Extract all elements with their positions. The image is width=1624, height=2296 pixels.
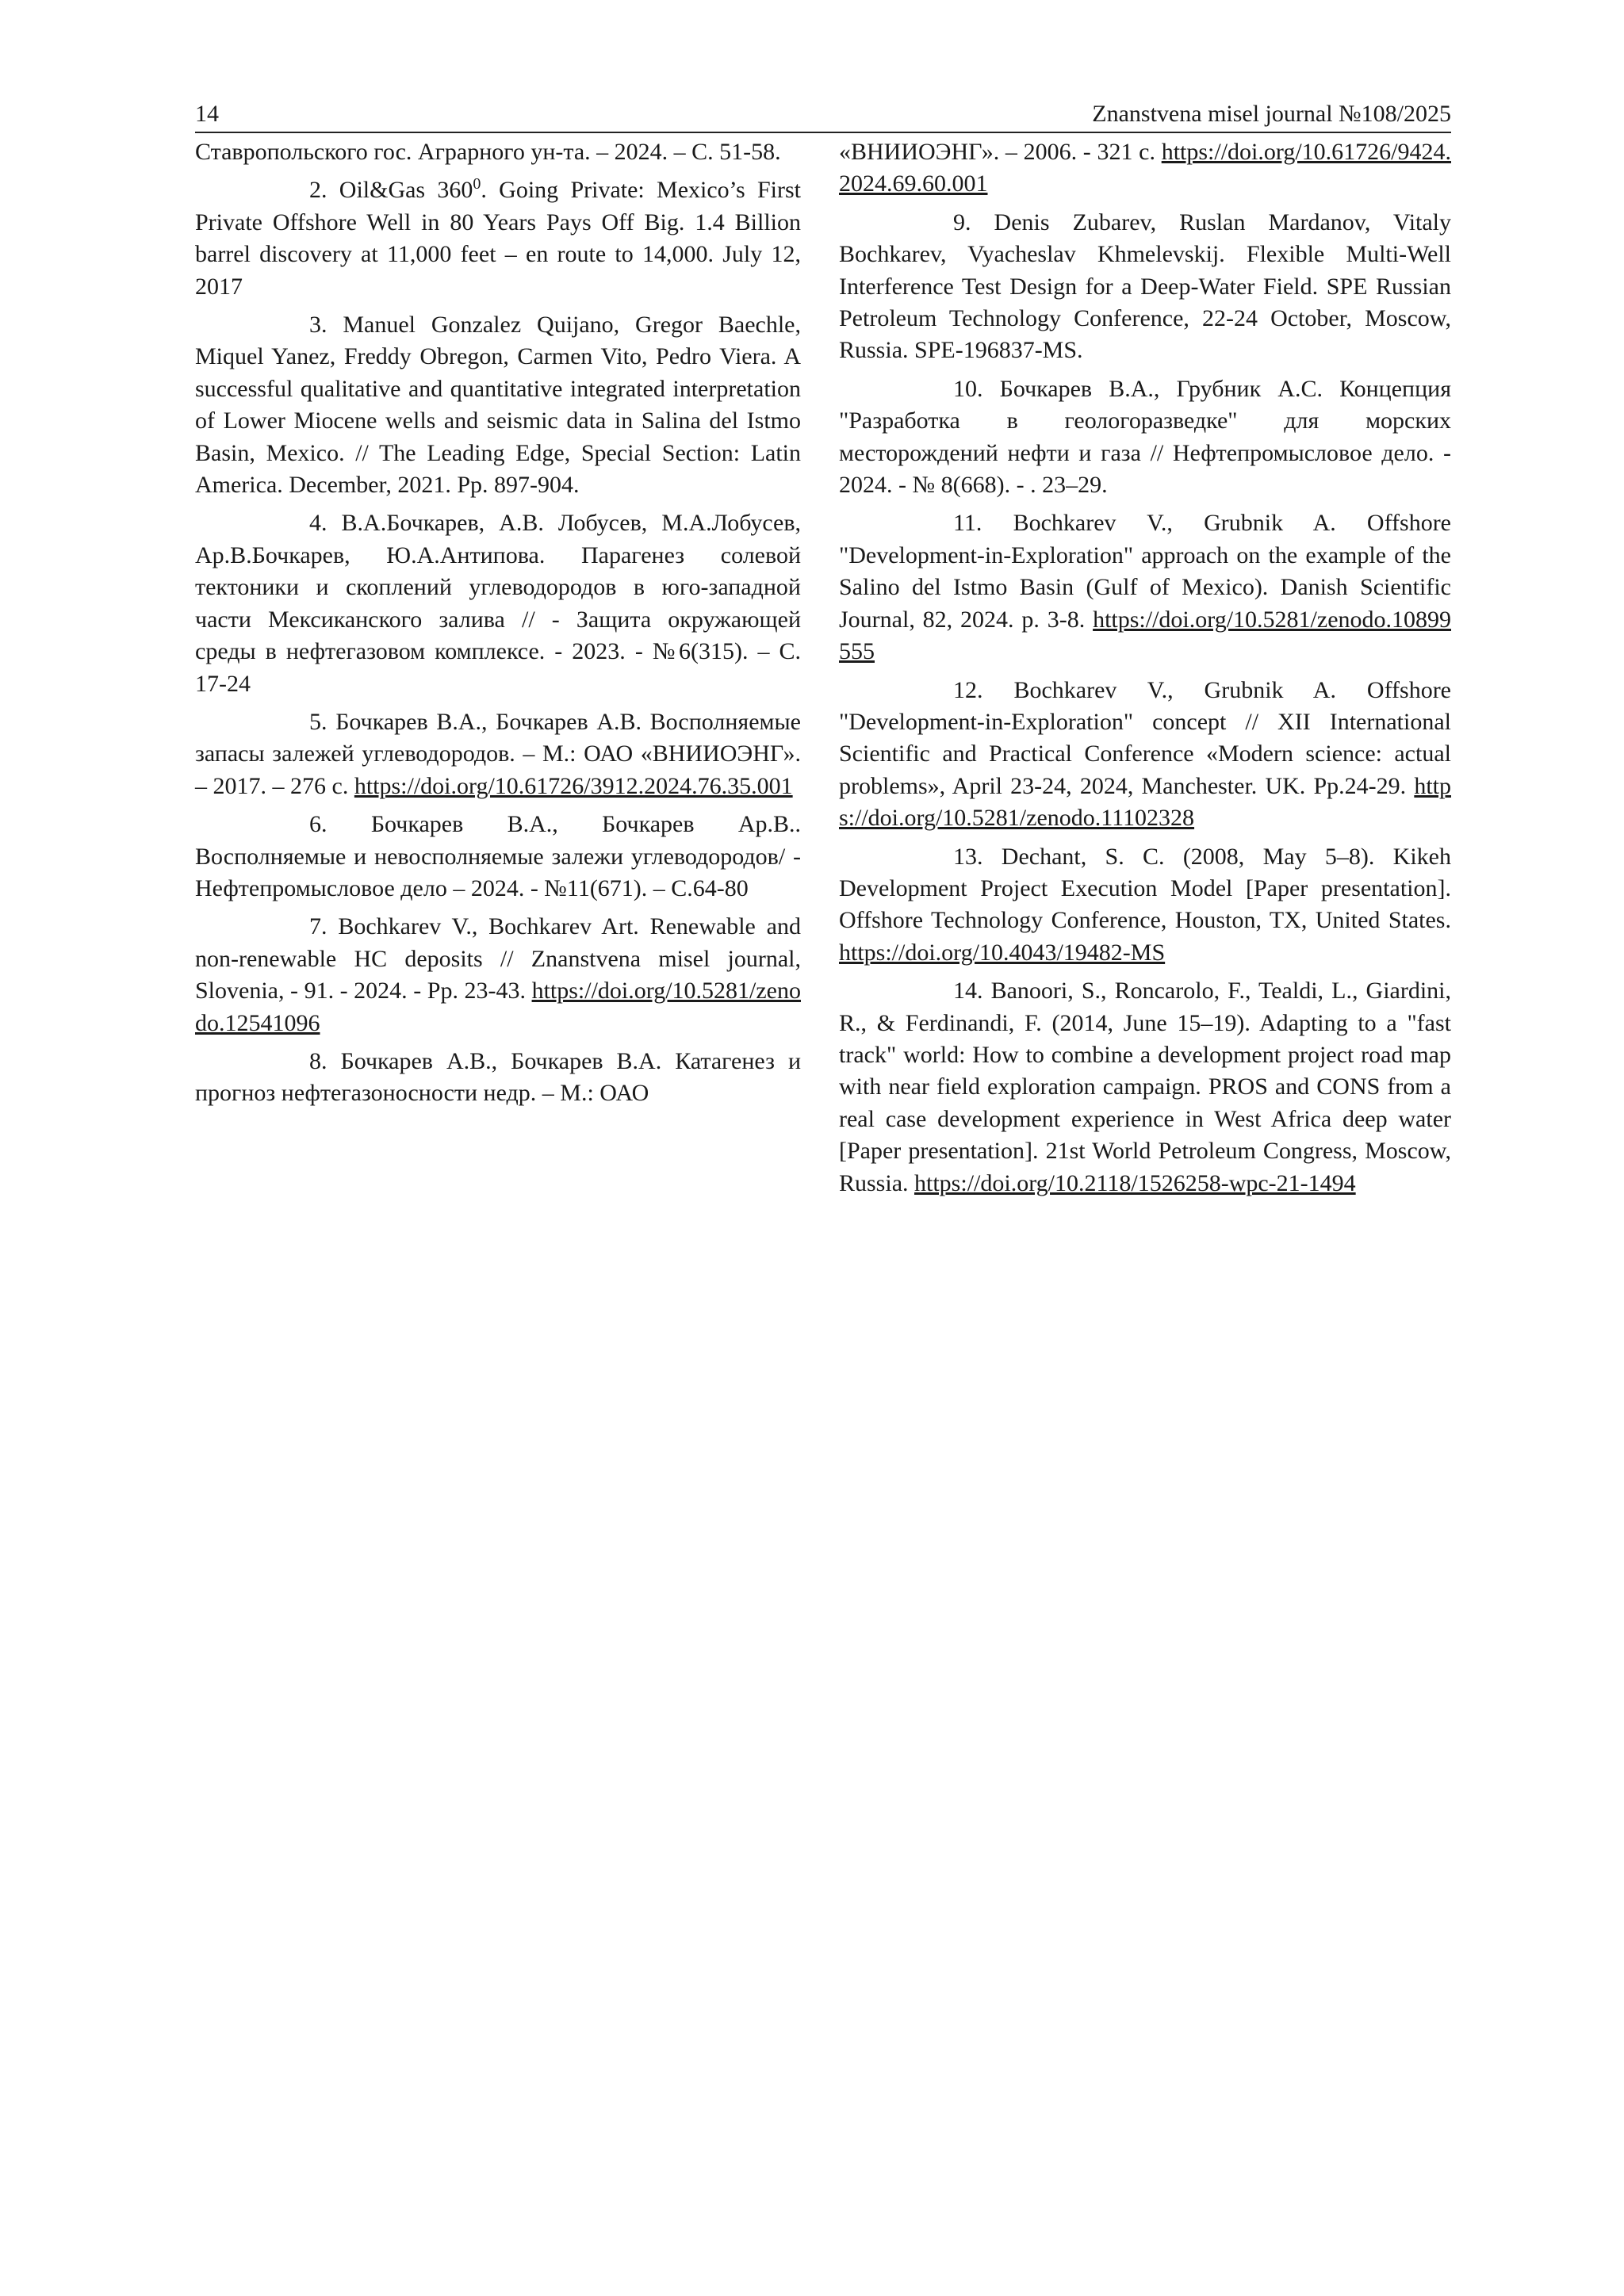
reference-continuation: Ставропольского гос. Аграрного ун-та. – 2024. – С. 51-58. [195,139,781,165]
page-number: 14 [195,101,219,127]
reference-item [195,1046,801,1110]
reference-text: Bochkarev V., Grubnik A. Offshore "Development-in-Exploration" approach on the example of the Salino del Istmo Basin (Gulf of Mexico). Danish Scientific Journal, 82, 2024. p. 3-8. [839,510,1451,633]
doi-link[interactable]: https://doi.org/10.61726/3912.2024.76.35.001 [354,772,793,799]
doi-link[interactable]: https://doi.org/10.4043/19482-MS [839,939,1166,966]
reference-number: 12. [953,676,983,703]
reference-text: Manuel Gonzalez Quijano, Gregor Baechle, Miquel Yanez, Freddy Obregon, Carmen Vito, Pedro Viera. A successful qualitative and quantitative integrated interpretation of Lower Miocene wells and seismic data in Salina del Istmo Basin, Mexico. // The Leading Edge, Special Section: Latin America. December, 2021. Pp. 897-904. [195,312,801,499]
reference-item [195,309,801,501]
reference-text: Dechant, S. C. (2008, May 5–8). Kikeh Development Project Execution Model [Paper presentation]. Offshore Technology Conference, Houston, TX, United States. [839,843,1451,934]
left-column [195,136,801,1116]
doi-link[interactable]: https://doi.org/10.5281/zenodo.12541096 [195,978,801,1036]
reference-text: Бочкарев В.А., Грубник А.С. Концепция "Разработка в геологоразведке" для морских месторождений нефти и газа // Нефтепромысловое дело. - 2024. - № 8(668). - . 23–29. [839,375,1451,499]
reference-text: Denis Zubarev, Ruslan Mardanov, Vitaly Bochkarev, Vyacheslav Khmelevskij. Flexible Multi-Well Interference Test Design for a Deep-Water Field. SPE Russian Petroleum Technology Conference, 22-24 October, Moscow, Russia. SPE-196837-MS. [839,209,1452,364]
doi-link[interactable]: https://doi.org/10.2118/1526258-wpc-21-1494 [914,1169,1356,1196]
reference-item [839,507,1451,668]
doi-link[interactable]: https://doi.org/10.5281/zenodo.11102328 [839,772,1452,832]
reference-number: 10. [953,375,983,402]
reference-text: Бочкарев В.А., Бочкарев Ар.В.. Восполняемые и невосполняемые залежи углеводородов/ - Нефтепромысловое дело – 2024. - №11(671). – С.64-80 [195,811,801,901]
reference-number: 7. [309,913,327,940]
reference-text: Bochkarev V., Bochkarev Art. Renewable and non-renewable HC deposits // Znanstvena misel journal, Slovenia, - 91. - 2024. - Pp. 23-43. [195,913,801,1004]
right-column [839,136,1451,1206]
reference-item [839,207,1451,367]
reference-item [195,706,801,802]
reference-item [839,373,1451,502]
reference-item [839,675,1451,835]
doi-link[interactable]: https://doi.org/10.61726/9424.2024.69.60.001 [839,139,1452,197]
reference-number: 2. [309,177,327,204]
reference-text: Бочкарев А.В., Бочкарев В.А. Катагенез и прогноз нефтегазоносности недр. – М.: ОАО [195,1047,802,1107]
reference-number: 3. [309,312,327,339]
reference-text: «ВНИИОЭНГ». – 2006. - 321 с. [839,139,1155,165]
reference-superscript: 0 [473,175,481,193]
reference-continuation [839,136,1451,201]
reference-number: 11. [953,510,982,537]
reference-number: 14. [953,978,983,1004]
reference-number: 4. [309,510,327,537]
reference-text: Bochkarev V., Grubnik A. Offshore "Development-in-Exploration" concept // XII International Scientific and Practical Conference «Modern science: actual problems», April 23-24, 2024, Manchester. UK. Pp.24-29. [839,676,1452,799]
reference-item [195,911,801,1039]
reference-item [195,809,801,905]
reference-text: Banoori, S., Roncarolo, F., Tealdi, L., Giardini, R., & Ferdinandi, F. (2014, June 15–19). Adapting to a "fast track" world: How to combine a development project road map with near field exploration campaign. PROS and CONS from a real case development experience in West Africa deep water [Paper presentation]. 21st World Petroleum Congress, Moscow, Russia. [839,978,1452,1196]
reference-text: . Going Private: Mexico’s First Private Offshore Well in 80 Years Pays Off Big. 1.4 Billion barrel discovery at 11,000 feet – en route to 14,000. July 12, 2017 [195,177,801,300]
reference-text: В.А.Бочкарев, А.В. Лобусев, М.А.Лобусев, Ар.В.Бочкарев, Ю.А.Антипова. Парагенез солевой тектоники и скоплений углеводородов в юго-западной части Мексиканского залива // - Защита окружающей среды в нефтегазовом комплексе. - 2023. - №6(315). – С. 17-24 [195,510,801,697]
reference-item [839,975,1451,1200]
reference-text: Oil&Gas 360 [339,177,473,204]
page-header [195,97,1451,133]
reference-item [195,174,801,303]
reference-number: 13. [953,843,983,870]
doi-link[interactable]: https://doi.org/10.5281/zenodo.10899555 [839,606,1452,665]
reference-number: 6. [309,811,327,838]
reference-number: 8. [309,1047,327,1074]
reference-number: 5. [309,708,327,735]
reference-item [839,841,1451,970]
reference-item [195,507,801,699]
journal-title: Znanstvena misel journal №108/2025 [1092,101,1451,127]
reference-text: Бочкарев В.А., Бочкарев А.В. Восполняемые запасы залежей углеводородов. – М.: ОАО «ВНИИОЭНГ». – 2017. – 276 с. [195,708,801,799]
reference-number: 9. [953,209,971,235]
